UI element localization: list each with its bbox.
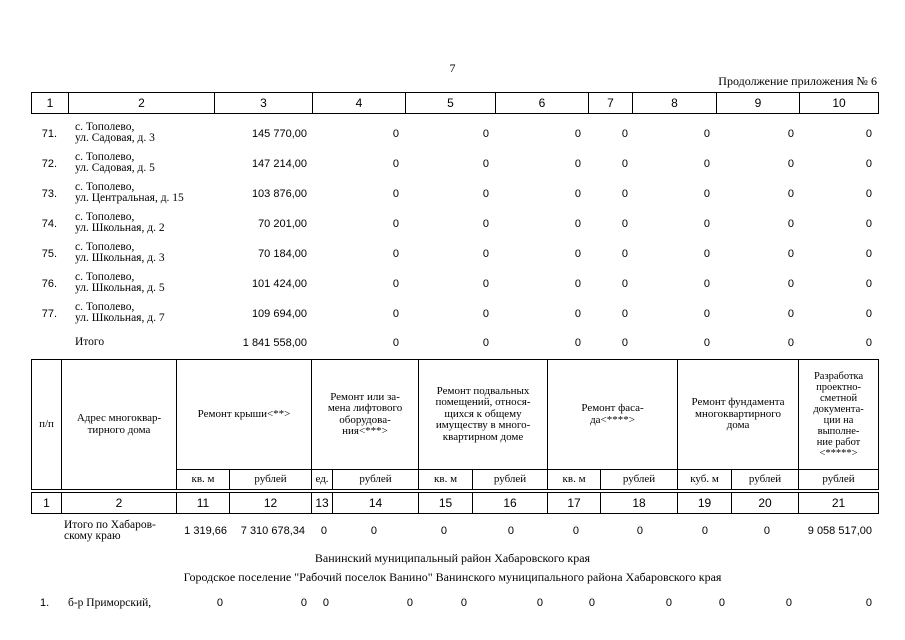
summary-value: 1 319,66 — [184, 525, 227, 537]
total-col7: 0 — [621, 337, 628, 349]
unit-rub: рублей — [473, 470, 548, 490]
entry-value: 0 — [665, 597, 672, 609]
row-col9: 0 — [787, 308, 794, 320]
header-cell: 19 — [678, 493, 732, 514]
header-cell: 1 — [32, 93, 69, 114]
entry-value: 0 — [300, 597, 307, 609]
row-col8: 0 — [703, 278, 710, 290]
entry-value: 0 — [322, 597, 329, 609]
header-basement-text: Ремонт подвальных помещений, относя- щихся к общему имуществу в много- квартирном доме — [435, 384, 531, 443]
row-col7: 0 — [621, 278, 628, 290]
row-col4: 0 — [392, 308, 399, 320]
header-design-text: Разработка проектно- сметной документа- ции на выполне- ние работ <*****> — [813, 370, 864, 459]
summary-value: 0 — [701, 525, 708, 537]
header-cell: 17 — [548, 493, 601, 514]
row-col10: 0 — [865, 128, 872, 140]
header-pp-text: п/п — [39, 417, 54, 430]
unit-rub: рублей — [732, 470, 799, 490]
table-row — [31, 211, 878, 241]
header-cell: 21 — [799, 493, 879, 514]
row-col3: 101 424,00 — [251, 278, 307, 290]
row-col7: 0 — [621, 128, 628, 140]
header-cell: 20 — [732, 493, 799, 514]
row-address: с. Тополево, ул. Школьная, д. 3 — [75, 241, 165, 264]
column-number-header — [31, 92, 879, 114]
row-col10: 0 — [865, 248, 872, 260]
summary-value: 9 058 517,00 — [807, 525, 872, 537]
row-col8: 0 — [703, 248, 710, 260]
header-basement — [419, 360, 548, 470]
summary-value: 0 — [636, 525, 643, 537]
total-col3: 1 841 558,00 — [242, 337, 307, 349]
summary-value: 0 — [763, 525, 770, 537]
row-col9: 0 — [787, 218, 794, 230]
header-roof — [177, 360, 312, 470]
header-foundation — [678, 360, 799, 470]
total-row — [31, 331, 878, 355]
header-facade — [548, 360, 678, 470]
row-col6: 0 — [574, 158, 581, 170]
row-col3: 103 876,00 — [251, 188, 307, 200]
row-col5: 0 — [482, 218, 489, 230]
row-address: с. Тополево, ул. Садовая, д. 3 — [75, 121, 155, 144]
row-col6: 0 — [574, 218, 581, 230]
row-col6: 0 — [574, 278, 581, 290]
header-cell: 2 — [62, 493, 177, 514]
header-facade-text: Ремонт фаса- да<****> — [581, 402, 644, 426]
header-pp — [32, 360, 62, 490]
total-label: Итого — [75, 336, 105, 348]
entry-number: 1. — [40, 597, 50, 609]
row-col4: 0 — [392, 278, 399, 290]
row-col8: 0 — [703, 308, 710, 320]
header-cell: 11 — [177, 493, 230, 514]
header-cell: 12 — [230, 493, 312, 514]
row-col5: 0 — [482, 188, 489, 200]
header-lift — [312, 360, 419, 470]
entry-value: 0 — [588, 597, 595, 609]
total-col8: 0 — [703, 337, 710, 349]
row-address: с. Тополево, ул. Школьная, д. 7 — [75, 301, 165, 324]
row-col10: 0 — [865, 308, 872, 320]
entry-value: 0 — [216, 597, 223, 609]
row-col5: 0 — [482, 158, 489, 170]
row-col5: 0 — [482, 308, 489, 320]
header-cell: 13 — [312, 493, 333, 514]
summary-value: 0 — [572, 525, 579, 537]
header-address-text: Адрес многоквар- тирного дома — [76, 412, 162, 436]
row-col4: 0 — [392, 248, 399, 260]
row-col6: 0 — [574, 248, 581, 260]
row-col6: 0 — [574, 308, 581, 320]
entry-value: 0 — [865, 597, 872, 609]
summary-value: 0 — [440, 525, 447, 537]
header-cell: 10 — [800, 93, 879, 114]
row-col7: 0 — [621, 248, 628, 260]
row-number: 75. — [41, 248, 57, 260]
total-col4: 0 — [392, 337, 399, 349]
row-col10: 0 — [865, 158, 872, 170]
header-cell: 15 — [419, 493, 473, 514]
row-col3: 70 184,00 — [258, 248, 307, 260]
header-cell: 14 — [333, 493, 419, 514]
row-col7: 0 — [621, 218, 628, 230]
row-col6: 0 — [574, 188, 581, 200]
total-col6: 0 — [574, 337, 581, 349]
row-col3: 109 694,00 — [251, 308, 307, 320]
unit-rub: рублей — [601, 470, 678, 490]
works-header-table — [31, 359, 879, 490]
header-cell: 8 — [633, 93, 717, 114]
entry-value: 0 — [785, 597, 792, 609]
row-col7: 0 — [621, 158, 628, 170]
row-col5: 0 — [482, 278, 489, 290]
unit-ed: ед. — [312, 470, 333, 490]
unit-rub: рублей — [230, 470, 312, 490]
total-col9: 0 — [787, 337, 794, 349]
row-col7: 0 — [621, 308, 628, 320]
page-number: 7 — [449, 61, 456, 75]
row-address: с. Тополево, ул. Школьная, д. 5 — [75, 271, 165, 294]
row-col8: 0 — [703, 188, 710, 200]
appendix-note: Продолжение приложения № 6 — [718, 74, 877, 88]
total-col10: 0 — [865, 337, 872, 349]
table-row — [31, 181, 878, 211]
row-col4: 0 — [392, 188, 399, 200]
table-row — [31, 241, 878, 271]
row-number: 73. — [41, 188, 57, 200]
row-number: 77. — [41, 308, 57, 320]
row-address: с. Тополево, ул. Школьная, д. 2 — [75, 211, 165, 234]
row-number: 76. — [41, 278, 57, 290]
header-roof-text: Ремонт крыши<**> — [197, 407, 291, 420]
row-col6: 0 — [574, 128, 581, 140]
unit-cub-m: куб. м — [678, 470, 732, 490]
unit-sq-m: кв. м — [548, 470, 601, 490]
entry-address: б-р Приморский, — [68, 597, 152, 609]
unit-sq-m: кв. м — [419, 470, 473, 490]
table-row — [31, 271, 878, 301]
header-lift-text: Ремонт или за- мена лифтового оборудова- ния<***> — [327, 390, 403, 437]
unit-sq-m: кв. м — [177, 470, 230, 490]
row-col4: 0 — [392, 128, 399, 140]
data-rows — [31, 121, 878, 355]
total-col5: 0 — [482, 337, 489, 349]
row-col9: 0 — [787, 158, 794, 170]
row-col4: 0 — [392, 158, 399, 170]
table-row — [31, 301, 878, 331]
row-col10: 0 — [865, 218, 872, 230]
entry-value: 0 — [460, 597, 467, 609]
summary-value: 0 — [507, 525, 514, 537]
row-col10: 0 — [865, 278, 872, 290]
header-cell: 5 — [406, 93, 496, 114]
header-cell: 16 — [473, 493, 548, 514]
header-design — [799, 360, 879, 470]
summary-value: 7 310 678,34 — [240, 525, 305, 537]
row-col8: 0 — [703, 128, 710, 140]
summary-value: 0 — [370, 525, 377, 537]
row-col5: 0 — [482, 248, 489, 260]
header-foundation-text: Ремонт фундамента многоквартирного дома — [691, 396, 785, 432]
row-col8: 0 — [703, 218, 710, 230]
row-col10: 0 — [865, 188, 872, 200]
row-col5: 0 — [482, 128, 489, 140]
header-cell: 18 — [601, 493, 678, 514]
header-cell: 1 — [32, 493, 62, 514]
header-cell: 6 — [496, 93, 589, 114]
settlement-title: Городское поселение "Рабочий поселок Ванино" Ванинского муниципального района Хабаровского края — [183, 570, 722, 584]
row-col3: 147 214,00 — [251, 158, 307, 170]
row-col7: 0 — [621, 188, 628, 200]
row-address: с. Тополево, ул. Садовая, д. 5 — [75, 151, 155, 174]
header-cell: 9 — [717, 93, 800, 114]
table-row — [31, 151, 878, 181]
row-col3: 70 201,00 — [258, 218, 307, 230]
unit-rub: рублей — [799, 470, 879, 490]
row-col3: 145 770,00 — [251, 128, 307, 140]
row-address: с. Тополево, ул. Центральная, д. 15 — [75, 181, 184, 204]
row-col4: 0 — [392, 218, 399, 230]
table-row — [31, 121, 878, 151]
row-number: 72. — [41, 158, 57, 170]
row-col9: 0 — [787, 128, 794, 140]
district-title: Ванинский муниципальный район Хабаровского края — [314, 551, 591, 565]
entry-value: 0 — [406, 597, 413, 609]
header-address — [62, 360, 177, 490]
works-number-header — [31, 492, 879, 514]
row-col9: 0 — [787, 188, 794, 200]
row-col8: 0 — [703, 158, 710, 170]
entry-value: 0 — [718, 597, 725, 609]
header-cell: 7 — [589, 93, 633, 114]
entry-value: 0 — [536, 597, 543, 609]
summary-label: Итого по Хабаров- скому краю — [64, 519, 156, 542]
row-col9: 0 — [787, 278, 794, 290]
summary-value: 0 — [320, 525, 327, 537]
header-cell: 4 — [313, 93, 406, 114]
unit-rub: рублей — [333, 470, 419, 490]
row-col9: 0 — [787, 248, 794, 260]
header-cell: 3 — [215, 93, 313, 114]
row-number: 71. — [41, 128, 57, 140]
row-number: 74. — [41, 218, 57, 230]
header-cell: 2 — [69, 93, 215, 114]
